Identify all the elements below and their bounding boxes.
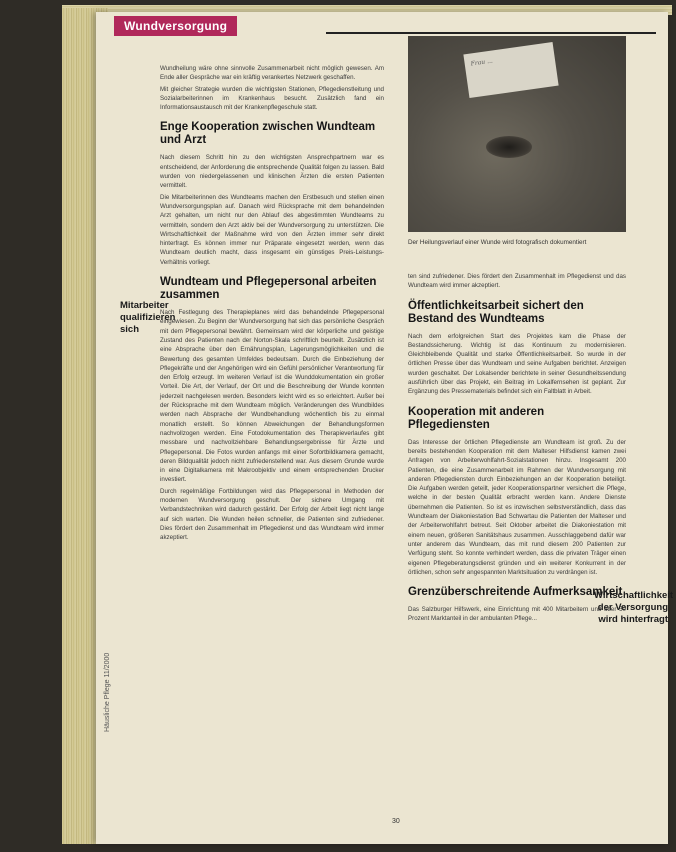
- paragraph: Durch regelmäßige Fortbildungen wird das Pflegepersonal in Methoden der modernen Wundversorgung geschult. Der sichere Umgang mit Verbandstechniken wird dadurch gestärkt. Der Erfolg der Arbeit liegt nicht lange auf sich warten. Die Wunden heilen schneller, die Patienten sind zufriedener. Dies fördert den Zusammenhalt im Pflegedienst und das Wundteam wird immer akzeptiert.: [160, 487, 384, 542]
- paragraph: Nach dem erfolgreichen Start des Projektes kam die Phase der Bestandssicherung. Wichtig ist das Kontinuum zu modernisieren. Gleichbleibende Qualität und starke Öffentlichkeitsarbeit. So wurde in der örtlichen Presse über das Wundteam und seine Aufgaben berichtet. Anzeigen wurden geschaltet. Der Lokalsender berichtete in seiner Gesundheitssendung ausführlich über das Projekt, ein Beitrag im Lokalfernsehen ist geplant. Zur Ergänzung des Pressematerials befindet sich ein Faltblatt in Arbeit.: [408, 332, 626, 396]
- right-column: [408, 272, 626, 626]
- journal-footer: Häusliche Pflege 11/2000: [104, 652, 111, 732]
- pull-quote-right: Wirtschaftlichkeit der Versorgung wird hinterfragt: [594, 590, 674, 625]
- section-header: Wundversorgung: [114, 16, 237, 36]
- paragraph: Das Salzburger Hilfswerk, eine Einrichtung mit 400 Mitarbeitern und über 50 Prozent Marktanteil in der ambulanten Pflege...: [408, 606, 626, 623]
- pull-quote-left: Mitarbeiter qualifizieren sich: [120, 300, 176, 335]
- magazine-page: [96, 12, 674, 844]
- paragraph: Die Mitarbeiterinnen des Wundteams machen den Erstbesuch und stellen einen Wundversorgungsplan auf. Danach wird Rücksprache mit dem behandelnden Arzt gehalten, um nicht nur den Ablauf des abgestimmten Wundteams zu vermitteln, sondern den Arzt aktiv bei der Wundversorgung zu unterstützen. Die Wirtschaftlichkeit der Maßnahme wird von den Ärzten immer sehr direkt hinterfragt. Es können immer nur Präparate eingesetzt werden, wenn das Wundteam deutlich macht, dass insgesamt ein günstiges Preis-Leistungs-Verhältnis vorliegt.: [160, 193, 384, 266]
- left-column: [160, 64, 384, 544]
- photo-caption: Der Heilungsverlauf einer Wunde wird fotografisch dokumentiert: [408, 239, 587, 246]
- heading: Öffentlichkeitsarbeit sichert den Bestand des Wundteams: [408, 299, 584, 325]
- heading: Grenzüberschreitende Aufmerksamkeit: [408, 586, 623, 599]
- paragraph: ten sind zufriedener. Dies fördert den Zusammenhalt im Pflegedienst und das Wundteam wird immer akzeptiert.: [408, 273, 626, 290]
- wound-photo: [408, 36, 626, 232]
- paragraph: Wundheilung wäre ohne sinnvolle Zusammenarbeit nicht möglich gewesen. Am Ende aller Gespräche war ein kräftig verankertes Netzwerk geschaffen.: [160, 65, 384, 82]
- header-rule: [326, 32, 656, 34]
- heading: Enge Kooperation zwischen Wundteam und Arzt: [160, 121, 376, 147]
- paragraph: Mit gleicher Strategie wurden die wichtigsten Stationen, Pflegedienstleitung und Sozialarbeiterinnen im Krankenhaus besucht. Zusätzlich fand ein Informationsaustausch mit der Krankenpflegeschule statt.: [160, 85, 384, 112]
- paragraph: Das Interesse der örtlichen Pflegedienste am Wundteam ist groß. Zu der bereits bestehenden Kooperation mit dem Malteser Hilfsdienst kamen zwei Anfragen von Arbeiterwohlfahrt-Sozialstationen hinzu. Insgesamt 200 Patienten, die eine Zusammenarbeit im Rahmen der Wundversorgung mit anderen Pflegediensten durch Einbeziehungen an der Kooperation beteiligt. Die Aufgaben werden geteilt, jeder Kooperationspartner versichert die Pflege, welche in der besten Qualität erbracht werden kann. Andere Dienste übernehmen die Patienten. So ist es inzwischen selbstverständlich, dass das Wundteam der Diakoniestation Bad Schwartau die Patienten der Malteser und der Arbeiterwohlfahrt betreut. Seit Oktober arbeitet die Diakoniestation mit einem neuen, größeren Sanitätshaus zusammen. Ausschlaggebend dafür war unter anderem das Wundteam, das mit rund diesem 200 Patienten zur Verfügung steht. So konnte verhindert werden, dass die privaten Träger einen eigenen Pflegeberatungsdienst gründen und ein weiterer Konkurrent in der örtlichen, schon sehr angespannten Marktsituation zu verdrängen ist.: [408, 438, 626, 576]
- page-number: 30: [392, 818, 400, 825]
- wound-area: [486, 136, 532, 158]
- heading: Wundteam und Pflegepersonal arbeiten zusammen: [160, 276, 377, 302]
- photo-label: Frau ...: [463, 42, 558, 98]
- paragraph: Nach Festlegung des Therapieplanes wird das behandelnde Pflegepersonal eingewiesen. Zu Beginn der Wundversorgung hat sich das persönliche Gespräch mit dem Pflegepersonal bewährt. Gemeinsam wird der körperliche und geistige Zustand des Patienten nach der Norton-Skala schriftlich beurteilt. Zusätzlich ist eine Absprache über den Ernährungsplan, Lagerungsmöglichkeiten und die Bewertung des gesamten Umfeldes bedeutsam. Durch die Einbeziehung der Pflegekräfte und der Angehörigen wird ein Gefühl persönlicher Verantwortung für den Erfolg erzeugt. Im weiteren Verlauf ist die Wunddokumentation ein großer Vorteil. Die Art, der Verlauf, der Ort und die Beschreibung der Wunde konnten jederzeit nachgelesen werden. Besonders leicht wird es so erleichtert. Außer bei der Rücksprache mit dem Wundteam möglich. Veränderungen des Wundbildes werden nach Absprache der Wundbehandlung wöchentlich bis zu einmal monatlich erstellt. So können Abweichungen der Behandlungsformen nachvollzogen werden. Eine Fotodokumentation des Therapieverlaufes gibt messbare und nachvollziehbare Behandlungsergebnisse für Ärzte und Pflegepersonal. Die Fotos wurden anfangs mit einer Sofortbildkamera gemacht, deren Bildqualität jedoch nicht zufriedenstellend war. Aus diesem Grunde wurde in eine Digitalkamera mit Makroobjektiv und einem entsprechenden Drucker investiert.: [160, 309, 384, 484]
- heading: Kooperation mit anderen Pflegediensten: [408, 405, 545, 431]
- paragraph: Nach diesem Schritt hin zu den wichtigsten Ansprechpartnern war es entscheidend, der Anforderung die entsprechende Qualität folgen zu lassen. Bald wurden von niedergelassenen und klinischen Ärzten die ersten Patienten vermittelt.: [160, 154, 384, 190]
